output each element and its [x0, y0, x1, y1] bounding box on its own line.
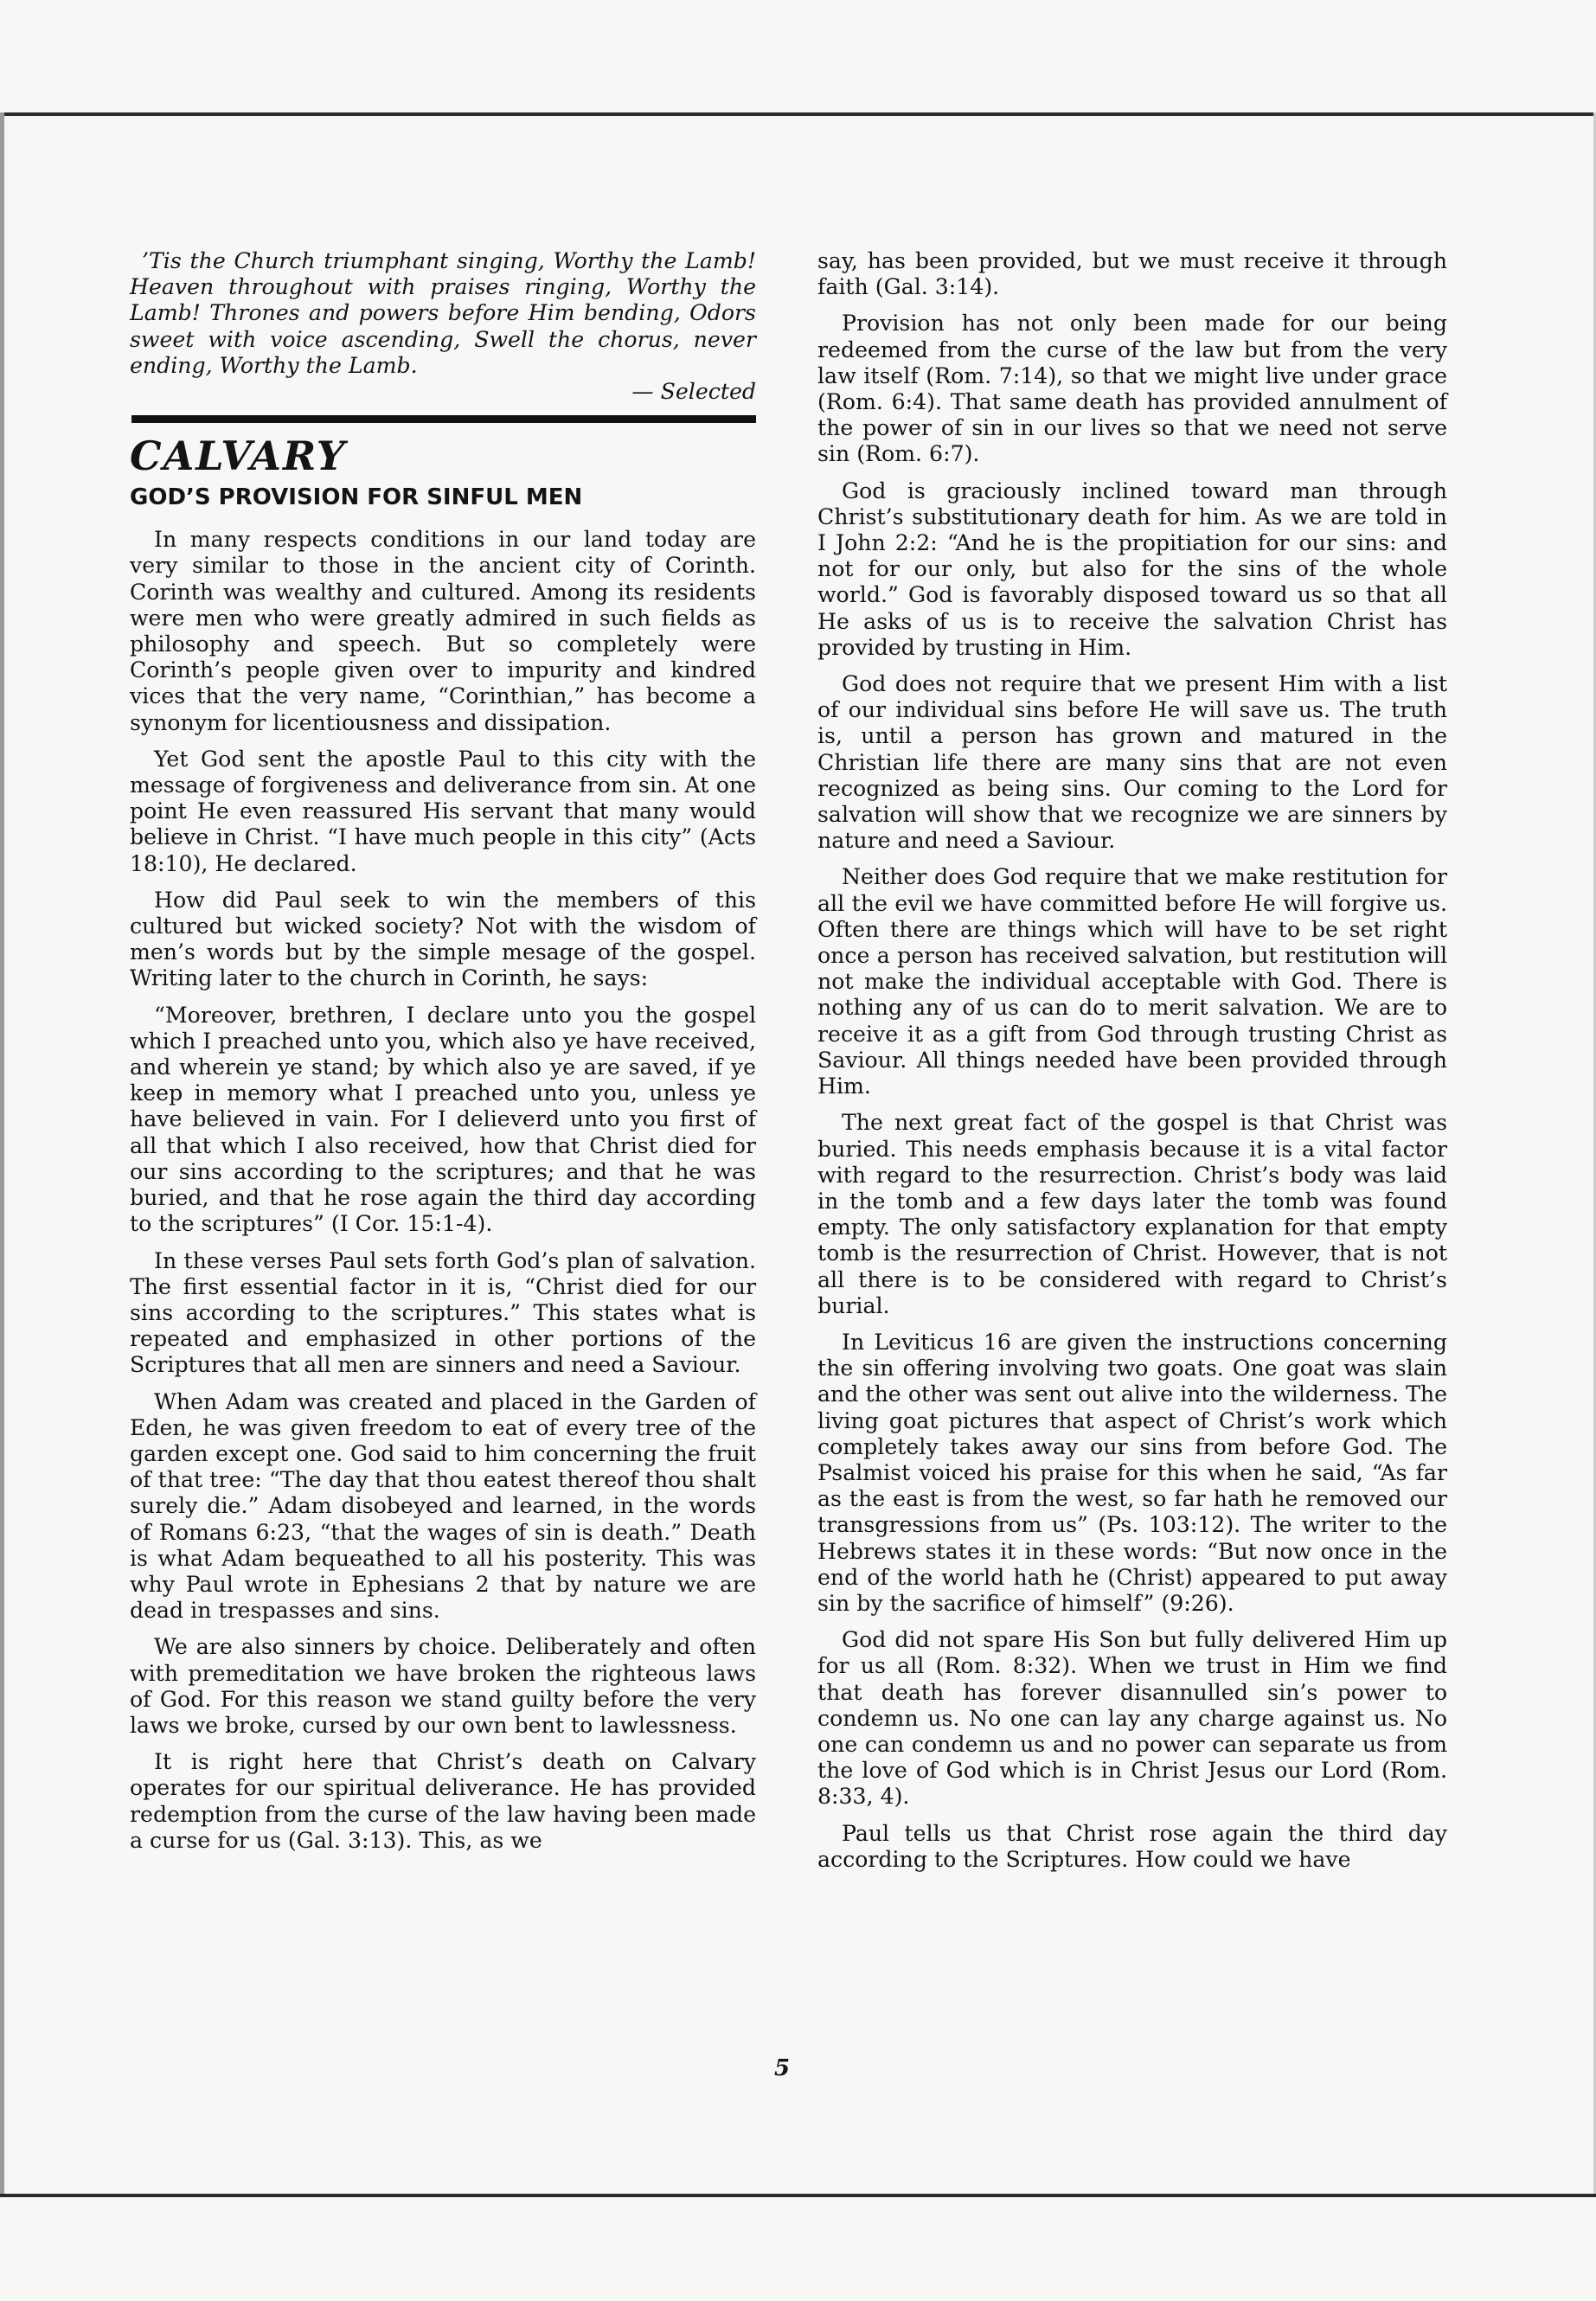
paragraph: God did not spare His Son but fully delivered Him up for us all (Rom. 8:32). When we trust in Him we find that death has forever disannulled sin’s power to condemn us. No one can lay any charge against us. No one can condemn us and no power can separate us from the love of God which is in Christ Jesus our Lord (Rom. 8:33, 4). — [817, 1627, 1447, 1810]
paragraph: The next great fact of the gospel is that Christ was buried. This needs emphasis because it is a vital factor with regard to the resurrection. Christ’s body was laid in the tomb and a few days later the tomb was found empty. The only satisfactory explanation for that empty tomb is the resurrection of Christ. However, that is not all there is to be considered with regard to Christ’s burial. — [817, 1110, 1447, 1318]
paragraph: Neither does God require that we make restitution for all the evil we have committed before He will forgive us. Often there are things which will have to be set right once a person has received salvation, but restitution will not make the individual acceptable with God. There is nothing any of us can do to merit salvation. We are to receive it as a gift from God through trusting Christ as Saviour. All things needed have been provided through Him. — [817, 864, 1447, 1099]
scan-border-left — [0, 112, 4, 2197]
paragraph: Yet God sent the apostle Paul to this city with the message of forgiveness and deliverance from sin. At one point He even reassured His servant that many would believe in Christ. “I have much people in this city” (Acts 18:10), He declared. — [130, 746, 756, 876]
scan-border-bottom — [0, 2194, 1596, 2197]
paragraph: In these verses Paul sets forth God’s plan of salvation. The first essential factor in it is, “Christ died for our sins according to the scriptures.” This states what is repeated and emphasized in other portions of the Scriptures that all men are sinners and need a Saviour. — [130, 1247, 756, 1378]
paragraph: Paul tells us that Christ rose again the third day according to the Scriptures. How could we have — [817, 1820, 1447, 1872]
paragraph: How did Paul seek to win the members of this cultured but wicked society? Not with the wisdom of men’s words but by the simple mesage of the gospel. Writing later to the church in Corinth, he says: — [130, 887, 756, 991]
paragraph: God is graciously inclined toward man through Christ’s substitutionary death for him. As we are told in I John 2:2: “And he is the propitiation for our sins: and not for our only, but also for the sins of the whole world.” God is favorably disposed toward us so that all He asks of us is to receive the salvation Christ has provided by trusting in Him. — [817, 478, 1447, 660]
paragraph: say, has been provided, but we must receive it through faith (Gal. 3:14). — [817, 248, 1447, 300]
paragraph: “Moreover, brethren, I declare unto you the gospel which I preached unto you, which also ye have received, and wherein ye stand; by which also ye are saved, if ye keep in memory what I preached unto you, unless ye have believed in vain. For I delieverd unto you first of all that which I also received, how that Christ died for our sins according to the scriptures; and that he was buried, and that he rose again the third day according to the scriptures” (I Cor. 15:1-4). — [130, 1002, 756, 1237]
paragraph: Provision has not only been made for our being redeemed from the curse of the law but from the very law itself (Rom. 7:14), so that we might live under grace (Rom. 6:4). That same death has provided annulment of the power of sin in our lives so that we need not serve sin (Rom. 6:7). — [817, 311, 1447, 467]
paragraph: God does not require that we present Him with a list of our individual sins before He will save us. The truth is, until a person has grown and matured in the Christian life there are many sins that are not even recognized as being sins. Our coming to the Lord for salvation will show that we recognize we are sinners by nature and need a Saviour. — [817, 671, 1447, 854]
page-number: 5 — [774, 2055, 791, 2081]
poem-text: ’Tis the Church triumphant singing, Worthy the Lamb! Heaven throughout with praises ringing, Worthy the Lamb! Thrones and powers before Him bending, Odors sweet with voice ascending, Swell the chorus, never ending, Worthy the Lamb. — [130, 248, 756, 378]
paragraph: When Adam was created and placed in the Garden of Eden, he was given freedom to eat of every tree of the garden except one. God said to him concerning the fruit of that tree: “The day that thou eatest thereof thou shalt surely die.” Adam disobeyed and learned, in the words of Romans 6:23, “that the wages of sin is death.” Death is what Adam bequeathed to all his posterity. This was why Paul wrote in Ephesians 2 that by nature we are dead in trespasses and sins. — [130, 1388, 756, 1624]
article-subtitle: GOD’S PROVISION FOR SINFUL MEN — [130, 484, 583, 511]
right-column — [817, 248, 1447, 1883]
paragraph: It is right here that Christ’s death on Calvary operates for our spiritual deliverance. He has provided redemption from the curse of the law having been made a curse for us (Gal. 3:13). This, as we — [130, 1749, 756, 1853]
paragraph: In many respects conditions in our land today are very similar to those in the ancient city of Corinth. Corinth was wealthy and cultured. Among its residents were men who were greatly admired in such fields as philosophy and speech. But so completely were Corinth’s people given over to impurity and kindred vices that the very name, “Corinthian,” has become a synonym for licentiousness and dissipation. — [130, 527, 756, 735]
article-title: CALVARY — [130, 433, 347, 480]
paragraph: In Leviticus 16 are given the instructions concerning the sin offering involving two goats. One goat was slain and the other was sent out alive into the wilderness. The living goat pictures that aspect of Christ’s work which completely takes away our sins from before God. The Psalmist voiced his praise for this when he said, “As far as the east is from the west, so far hath he removed our transgressions from us” (Ps. 103:12). The writer to the Hebrews states it in these words: “But now once in the end of the world hath he (Christ) appeared to put away sin by the sacrifice of himself” (9:26). — [817, 1329, 1447, 1616]
section-divider — [131, 415, 756, 423]
paragraph: We are also sinners by choice. Deliberately and often with premeditation we have broken the righteous laws of God. For this reason we stand guilty before the very laws we broke, cursed by our own bent to lawlessness. — [130, 1634, 756, 1738]
left-column — [130, 248, 756, 1864]
poem-attribution: — Selected — [631, 379, 756, 405]
scan-border-top — [0, 112, 1596, 116]
